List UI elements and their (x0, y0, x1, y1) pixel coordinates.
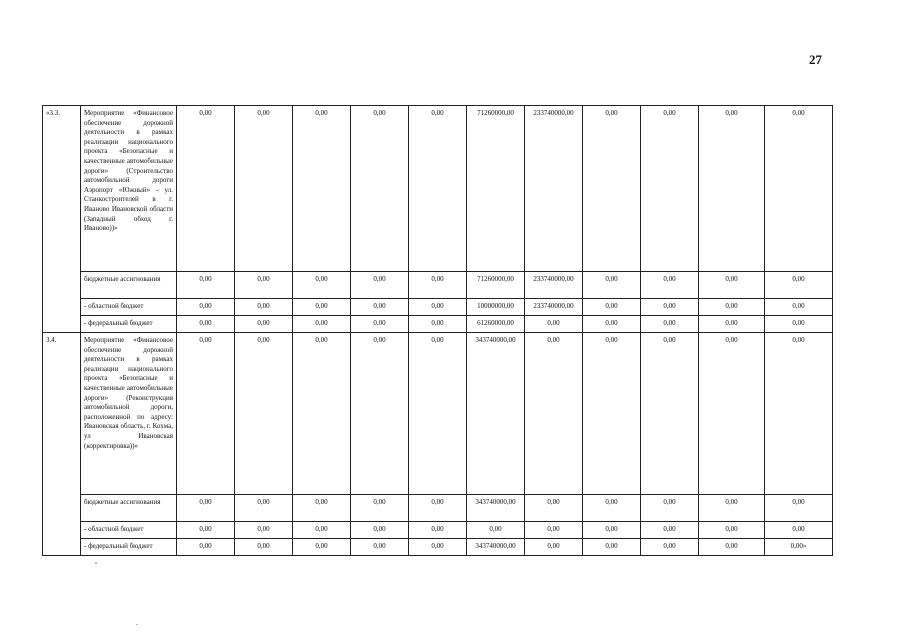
amount-cell: 0,00 (351, 495, 409, 522)
amount-cell: 0,00 (177, 522, 235, 539)
amount-cell: 0,00 (583, 539, 641, 556)
amount-cell: 0,00 (583, 316, 641, 333)
amount-cell: 0,00 (409, 522, 467, 539)
amount-cell: 233740000,00 (525, 299, 583, 316)
amount-cell: 0,00 (409, 495, 467, 522)
amount-cell: 0,00 (409, 299, 467, 316)
amount-cell: 0,00 (409, 316, 467, 333)
amount-cell: 0,00 (641, 316, 699, 333)
amount-cell: 0,00 (467, 522, 525, 539)
table-body (43, 106, 833, 556)
amount-cell: 0,00 (699, 272, 765, 299)
page-number: 27 (809, 52, 822, 67)
amount-cell: 0,00 (409, 106, 467, 272)
amount-cell: 233740000,00 (525, 272, 583, 299)
amount-cell: 0,00 (699, 106, 765, 272)
amount-cell: 0,00 (765, 522, 833, 539)
measure-description: Мероприятие «Финансовое обеспечение дорожной деятельности в рамках реализации национального проекта «Безопасные и качественные автомобильные дороги» (Реконструкция автомобильной дороги, расположенной по адресу: Ивановская область, г. Кохма, ул Ивановская (корректировка))» (81, 333, 177, 495)
funding-source-label: бюджетные ассигнования (81, 495, 177, 522)
amount-cell: 0,00 (699, 333, 765, 495)
amount-cell: 0,00 (351, 333, 409, 495)
amount-cell: 0,00 (699, 539, 765, 556)
table-row (43, 299, 833, 316)
amount-cell: 233740000,00 (525, 106, 583, 272)
amount-cell: 71260000,00 (467, 106, 525, 272)
amount-cell: 0,00 (583, 495, 641, 522)
amount-cell: 0,00 (525, 333, 583, 495)
amount-cell: 0,00 (699, 316, 765, 333)
amount-cell: 0,00 (583, 299, 641, 316)
amount-cell: 0,00 (293, 333, 351, 495)
table-row (43, 316, 833, 333)
amount-cell: 0,00 (699, 522, 765, 539)
amount-cell: 0,00 (177, 333, 235, 495)
amount-cell: 0,00 (765, 333, 833, 495)
budget-table (42, 105, 833, 556)
amount-cell: 0,00 (235, 272, 293, 299)
amount-cell: 71260000,00 (467, 272, 525, 299)
scan-artifact (95, 562, 97, 564)
amount-cell: 0,00 (177, 106, 235, 272)
item-code: 3.4. (43, 333, 81, 556)
amount-cell: 10000000,00 (467, 299, 525, 316)
amount-cell: 0,00 (641, 272, 699, 299)
measure-description: Мероприятие «Финансовое обеспечение дорожной деятельности в рамках реализации национального проекта «Безопасные и качественные автомобильные дороги» (Строительство автомобильной дороги Аэропорт «Южный» - ул. Станкостроителей в г. Иваново Ивановской области (Западный обход г. Иваново))» (81, 106, 177, 272)
amount-cell: 0,00 (641, 106, 699, 272)
amount-cell: 0,00 (409, 539, 467, 556)
table-row (43, 333, 833, 495)
funding-source-label: - федеральный бюджет (81, 316, 177, 333)
funding-source-label: бюджетные ассигнования (81, 272, 177, 299)
amount-cell: 0,00 (177, 299, 235, 316)
amount-cell: 0,00 (235, 299, 293, 316)
amount-cell: 0,00 (525, 539, 583, 556)
table-row (43, 106, 833, 272)
amount-cell: 0,00 (525, 495, 583, 522)
amount-cell: 0,00 (641, 495, 699, 522)
amount-cell: 343740000,00 (467, 333, 525, 495)
amount-cell: 0,00 (641, 522, 699, 539)
funding-source-label: - областной бюджет (81, 522, 177, 539)
amount-cell: 0,00 (583, 333, 641, 495)
funding-source-label: - областной бюджет (81, 299, 177, 316)
amount-cell: 0,00 (351, 106, 409, 272)
amount-cell: 0,00 (177, 495, 235, 522)
table-row (43, 495, 833, 522)
amount-cell: 0,00 (583, 272, 641, 299)
amount-cell: 343740000,00 (467, 495, 525, 522)
amount-cell: 0,00 (235, 316, 293, 333)
amount-cell: 0,00 (351, 272, 409, 299)
amount-cell: 0,00 (525, 316, 583, 333)
amount-cell: 0,00 (583, 106, 641, 272)
amount-cell: 0,00 (765, 495, 833, 522)
amount-cell: 0,00 (235, 539, 293, 556)
table-row (43, 522, 833, 539)
amount-cell: 0,00 (293, 272, 351, 299)
amount-cell: 0,00 (351, 522, 409, 539)
amount-cell: 0,00 (235, 522, 293, 539)
amount-cell: 0,00 (525, 522, 583, 539)
amount-cell: 0,00» (765, 539, 833, 556)
amount-cell: 0,00 (351, 316, 409, 333)
scan-artifact (136, 624, 138, 625)
item-code: «3.3. (43, 106, 81, 333)
amount-cell: 0,00 (641, 299, 699, 316)
table-row (43, 272, 833, 299)
amount-cell: 0,00 (293, 539, 351, 556)
amount-cell: 61260000,00 (467, 316, 525, 333)
amount-cell: 0,00 (641, 333, 699, 495)
table-row (43, 539, 833, 556)
amount-cell: 0,00 (351, 299, 409, 316)
amount-cell: 0,00 (177, 272, 235, 299)
amount-cell: 0,00 (765, 106, 833, 272)
amount-cell: 0,00 (293, 522, 351, 539)
amount-cell: 0,00 (641, 539, 699, 556)
amount-cell: 0,00 (409, 272, 467, 299)
funding-source-label: - федеральный бюджет (81, 539, 177, 556)
amount-cell: 0,00 (351, 539, 409, 556)
amount-cell: 0,00 (235, 106, 293, 272)
amount-cell: 0,00 (293, 316, 351, 333)
amount-cell: 0,00 (177, 539, 235, 556)
amount-cell: 0,00 (699, 299, 765, 316)
amount-cell: 0,00 (235, 333, 293, 495)
amount-cell: 343740000,00 (467, 539, 525, 556)
amount-cell: 0,00 (293, 106, 351, 272)
amount-cell: 0,00 (765, 299, 833, 316)
amount-cell: 0,00 (409, 333, 467, 495)
amount-cell: 0,00 (583, 522, 641, 539)
amount-cell: 0,00 (177, 316, 235, 333)
amount-cell: 0,00 (293, 299, 351, 316)
amount-cell: 0,00 (293, 495, 351, 522)
amount-cell: 0,00 (235, 495, 293, 522)
amount-cell: 0,00 (699, 495, 765, 522)
amount-cell: 0,00 (765, 272, 833, 299)
amount-cell: 0,00 (765, 316, 833, 333)
